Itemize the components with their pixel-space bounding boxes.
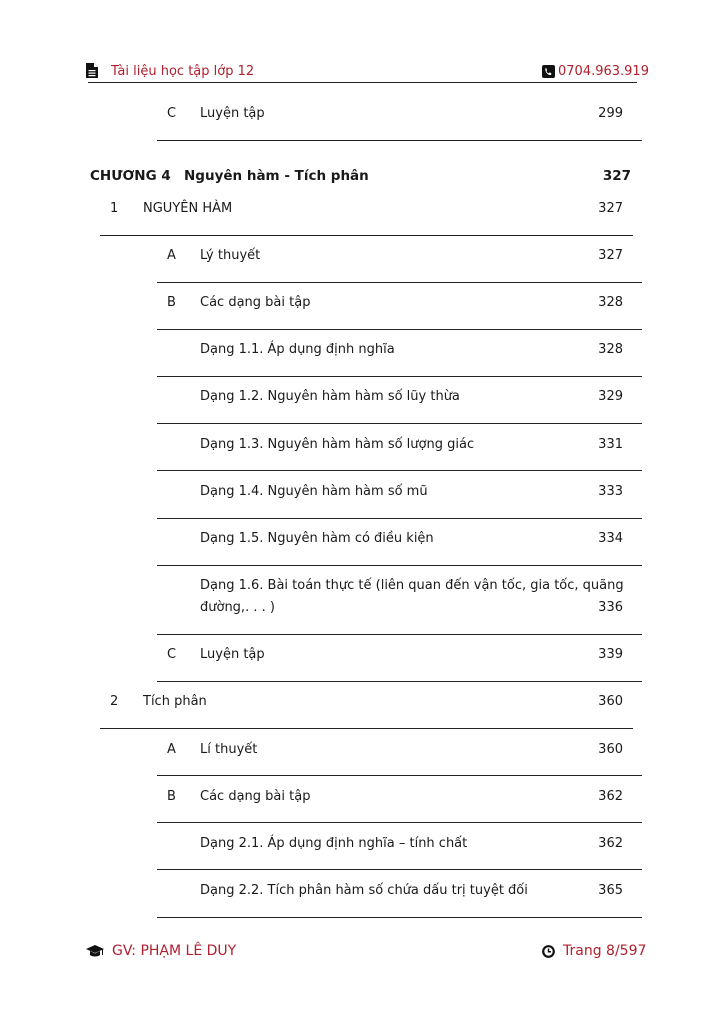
file-icon — [86, 63, 98, 82]
entry-rule — [157, 917, 642, 918]
entry-label: Tích phân — [143, 694, 207, 709]
entry-rule — [157, 282, 642, 283]
subsection-letter: B — [167, 789, 176, 804]
page-number: 328 — [598, 342, 623, 357]
entry-label: Dạng 1.3. Nguyên hàm hàm số lượng giác — [200, 437, 475, 452]
graduation-cap-icon — [86, 945, 104, 962]
entry-label-continued: đường,. . . ) — [200, 600, 275, 615]
entry-rule — [157, 423, 642, 424]
page-number: 334 — [598, 531, 623, 546]
page-number: 365 — [598, 883, 623, 898]
entry-rule — [157, 869, 642, 870]
header-title: Tài liệu học tập lớp 12 — [111, 64, 255, 79]
page-number: 339 — [598, 647, 623, 662]
page-number: 328 — [598, 295, 623, 310]
page-number: 299 — [598, 106, 623, 121]
entry-rule — [100, 235, 633, 236]
entry-rule — [157, 565, 642, 566]
page-number: 362 — [598, 789, 623, 804]
entry-label: Dạng 1.6. Bài toán thực tế (liên quan đến vận tốc, gia tốc, quãng — [200, 578, 624, 593]
entry-label: Dạng 1.2. Nguyên hàm hàm số lũy thừa — [200, 389, 460, 404]
page-number: 360 — [598, 694, 623, 709]
entry-label: Lý thuyết — [200, 248, 261, 263]
phone-icon — [542, 65, 555, 82]
entry-rule — [100, 728, 633, 729]
section-number: 1 — [110, 201, 119, 216]
entry-rule — [157, 775, 642, 776]
entry-rule — [157, 634, 642, 635]
page-number: 336 — [598, 600, 623, 615]
subsection-letter: C — [167, 106, 177, 121]
page-number: 331 — [598, 437, 623, 452]
page-number: 360 — [598, 742, 623, 757]
chapter-number: CHƯƠNG 4 — [90, 168, 171, 184]
header-rule — [88, 82, 637, 83]
subsection-letter: B — [167, 295, 176, 310]
subsection-letter: C — [167, 647, 177, 662]
subsection-letter: A — [167, 742, 176, 757]
header-phone: 0704.963.919 — [558, 64, 649, 79]
entry-label: Dạng 1.4. Nguyên hàm hàm số mũ — [200, 484, 428, 499]
chapter-title: Nguyên hàm - Tích phân — [184, 168, 369, 184]
page-number: 329 — [598, 389, 623, 404]
subsection-letter: A — [167, 248, 176, 263]
footer-page: Trang 8/597 — [563, 943, 647, 959]
entry-rule — [157, 470, 642, 471]
entry-label: Các dạng bài tập — [200, 789, 311, 804]
entry-rule — [157, 140, 642, 141]
entry-label: Dạng 2.1. Áp dụng định nghĩa – tính chất — [200, 836, 468, 851]
entry-rule — [157, 518, 642, 519]
entry-rule — [157, 376, 642, 377]
page-number: 327 — [602, 168, 631, 184]
entry-label: Dạng 2.2. Tích phân hàm số chứa dấu trị tuyệt đối — [200, 883, 528, 898]
footer-author: GV: PHẠM LÊ DUY — [112, 943, 237, 959]
entry-label: Dạng 1.5. Nguyên hàm có điều kiện — [200, 531, 434, 546]
page-number: 362 — [598, 836, 623, 851]
entry-rule — [157, 681, 642, 682]
entry-label: Luyện tập — [200, 106, 265, 121]
entry-rule — [157, 329, 642, 330]
entry-label: Dạng 1.1. Áp dụng định nghĩa — [200, 342, 395, 357]
entry-label: Luyện tập — [200, 647, 265, 662]
page-number: 327 — [598, 248, 623, 263]
page-number: 327 — [598, 201, 623, 216]
entry-label: NGUYÊN HÀM — [143, 201, 233, 216]
section-number: 2 — [110, 694, 119, 709]
entry-label: Các dạng bài tập — [200, 295, 311, 310]
entry-label: Lí thuyết — [200, 742, 258, 757]
entry-rule — [157, 822, 642, 823]
page-number: 333 — [598, 484, 623, 499]
clock-icon — [542, 945, 555, 962]
